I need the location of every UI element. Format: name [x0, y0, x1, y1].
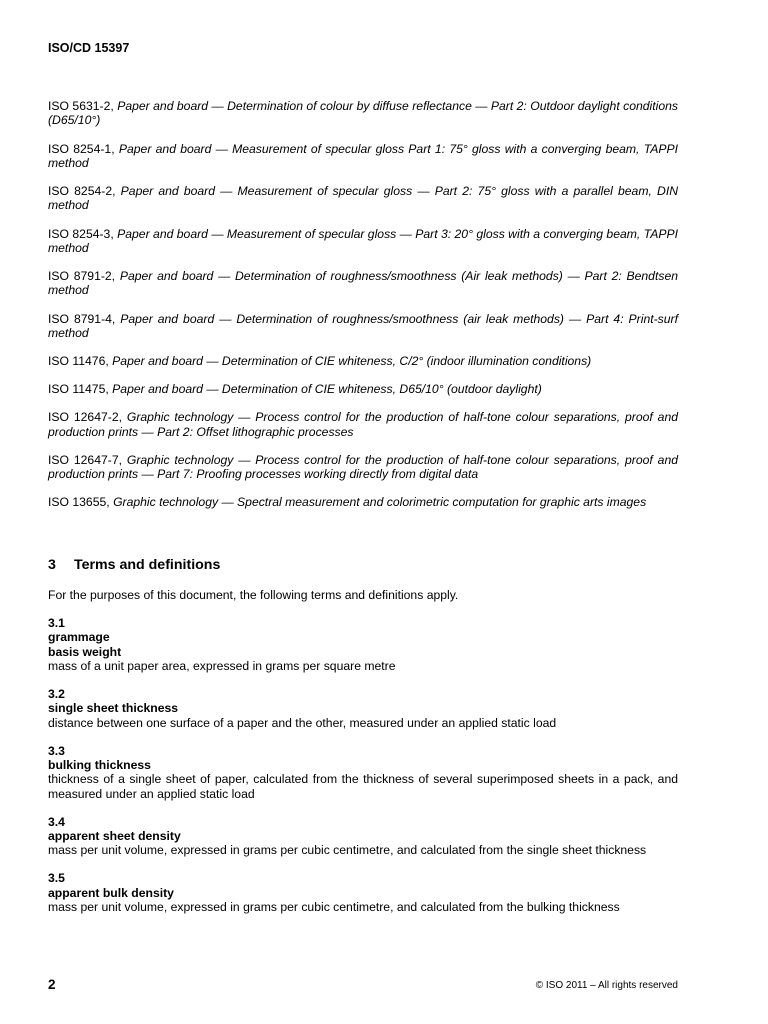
term-name: single sheet thickness — [48, 701, 179, 716]
reference-title: Graphic technology — Spectral measurement and colorimetric computation for graphic arts images — [113, 495, 647, 510]
reference-code: ISO 8254-1, — [48, 141, 115, 156]
reference-code: ISO 13655, — [48, 495, 110, 510]
term-number: 3.2 — [48, 687, 65, 702]
reference-title: Paper and board — Determination of roughness/smoothness (air leak methods) — Part 4: Print-surf method — [48, 311, 678, 340]
term-definition: distance between one surface of a paper and the other, measured under an applied static load — [48, 715, 557, 730]
section-intro: For the purposes of this document, the following terms and definitions apply. — [48, 588, 459, 602]
normative-references-list — [48, 99, 678, 523]
document-page — [48, 0, 678, 1024]
reference-title: Paper and board — Determination of colour by diffuse reflectance — Part 2: Outdoor daylight conditions (D65/10°) — [48, 99, 679, 128]
terms-list — [48, 616, 678, 928]
reference-title: Paper and board — Determination of CIE whiteness, C/2° (indoor illumination conditions) — [112, 354, 592, 368]
reference-item — [48, 184, 678, 213]
term-number: 3.4 — [48, 814, 65, 829]
term-definition: mass per unit volume, expressed in grams per cubic centimetre, and calculated from the bulking thickness — [48, 900, 620, 915]
term-number: 3.5 — [48, 871, 65, 886]
reference-title: Graphic technology — Process control for the production of half-tone colour separations, proof and production prints — Part 7: Proofing processes working directly from digital data — [48, 452, 678, 482]
reference-item — [48, 227, 678, 256]
reference-title: Paper and board — Measurement of specular gloss — Part 2: 75° gloss with a parallel beam, DIN method — [48, 184, 679, 213]
reference-code: ISO 12647-7, — [48, 452, 122, 467]
reference-item — [48, 382, 678, 396]
term-entry — [48, 616, 678, 674]
reference-title: Paper and board — Determination of roughness/smoothness (Air leak methods) — Part 2: Bendtsen method — [48, 269, 678, 298]
page-number: 2 — [48, 977, 56, 992]
reference-code: ISO 5631-2, — [48, 99, 114, 113]
document-id: ISO/CD 15397 — [48, 41, 130, 55]
reference-code: ISO 11476, — [48, 354, 109, 368]
reference-title: Paper and board — Measurement of specular gloss — Part 3: 20° gloss with a converging beam, TAPPI method — [48, 226, 678, 255]
term-number: 3.1 — [48, 616, 65, 630]
reference-item — [48, 269, 678, 298]
term-definition: mass of a unit paper area, expressed in grams per square metre — [48, 659, 396, 674]
term-entry — [48, 815, 678, 858]
section-number: 3 — [48, 557, 56, 573]
reference-code: ISO 8791-2, — [48, 269, 116, 283]
copyright-notice: © ISO 2011 – All rights reserved — [535, 980, 678, 991]
term-synonym: basis weight — [48, 644, 122, 659]
reference-title: Paper and board — Determination of CIE whiteness, D65/10° (outdoor daylight) — [112, 382, 542, 397]
term-name: apparent bulk density — [48, 885, 174, 900]
reference-code: ISO 8254-2, — [48, 184, 116, 198]
term-name: apparent sheet density — [48, 829, 181, 844]
reference-item — [48, 410, 678, 439]
reference-code: ISO 11475, — [48, 382, 109, 397]
reference-item — [48, 99, 678, 128]
reference-title: Paper and board — Measurement of specular gloss Part 1: 75° gloss with a converging beam, TAPPI method — [48, 141, 679, 170]
section-heading — [48, 557, 220, 573]
term-definition: mass per unit volume, expressed in grams per cubic centimetre, and calculated from the single sheet thickness — [48, 843, 647, 858]
reference-code: ISO 8791-4, — [48, 311, 116, 326]
reference-item — [48, 142, 678, 171]
term-number: 3.3 — [48, 743, 65, 758]
reference-item — [48, 354, 678, 368]
reference-item — [48, 453, 678, 482]
reference-item — [48, 312, 678, 341]
term-name: grammage — [48, 630, 110, 645]
reference-title: Graphic technology — Process control for the production of half-tone colour separations, proof and production prints — Part 2: Offset lithographic processes — [48, 410, 678, 439]
term-entry — [48, 744, 678, 802]
reference-item — [48, 495, 678, 509]
term-definition: thickness of a single sheet of paper, calculated from the thickness of several superimposed sheets in a pack, and measured under an applied static load — [48, 772, 678, 801]
reference-code: ISO 8254-3, — [48, 226, 114, 241]
term-entry — [48, 871, 678, 914]
term-entry — [48, 687, 678, 730]
term-name: bulking thickness — [48, 758, 151, 773]
section-title: Terms and definitions — [74, 557, 221, 573]
reference-code: ISO 12647-2, — [48, 410, 122, 425]
